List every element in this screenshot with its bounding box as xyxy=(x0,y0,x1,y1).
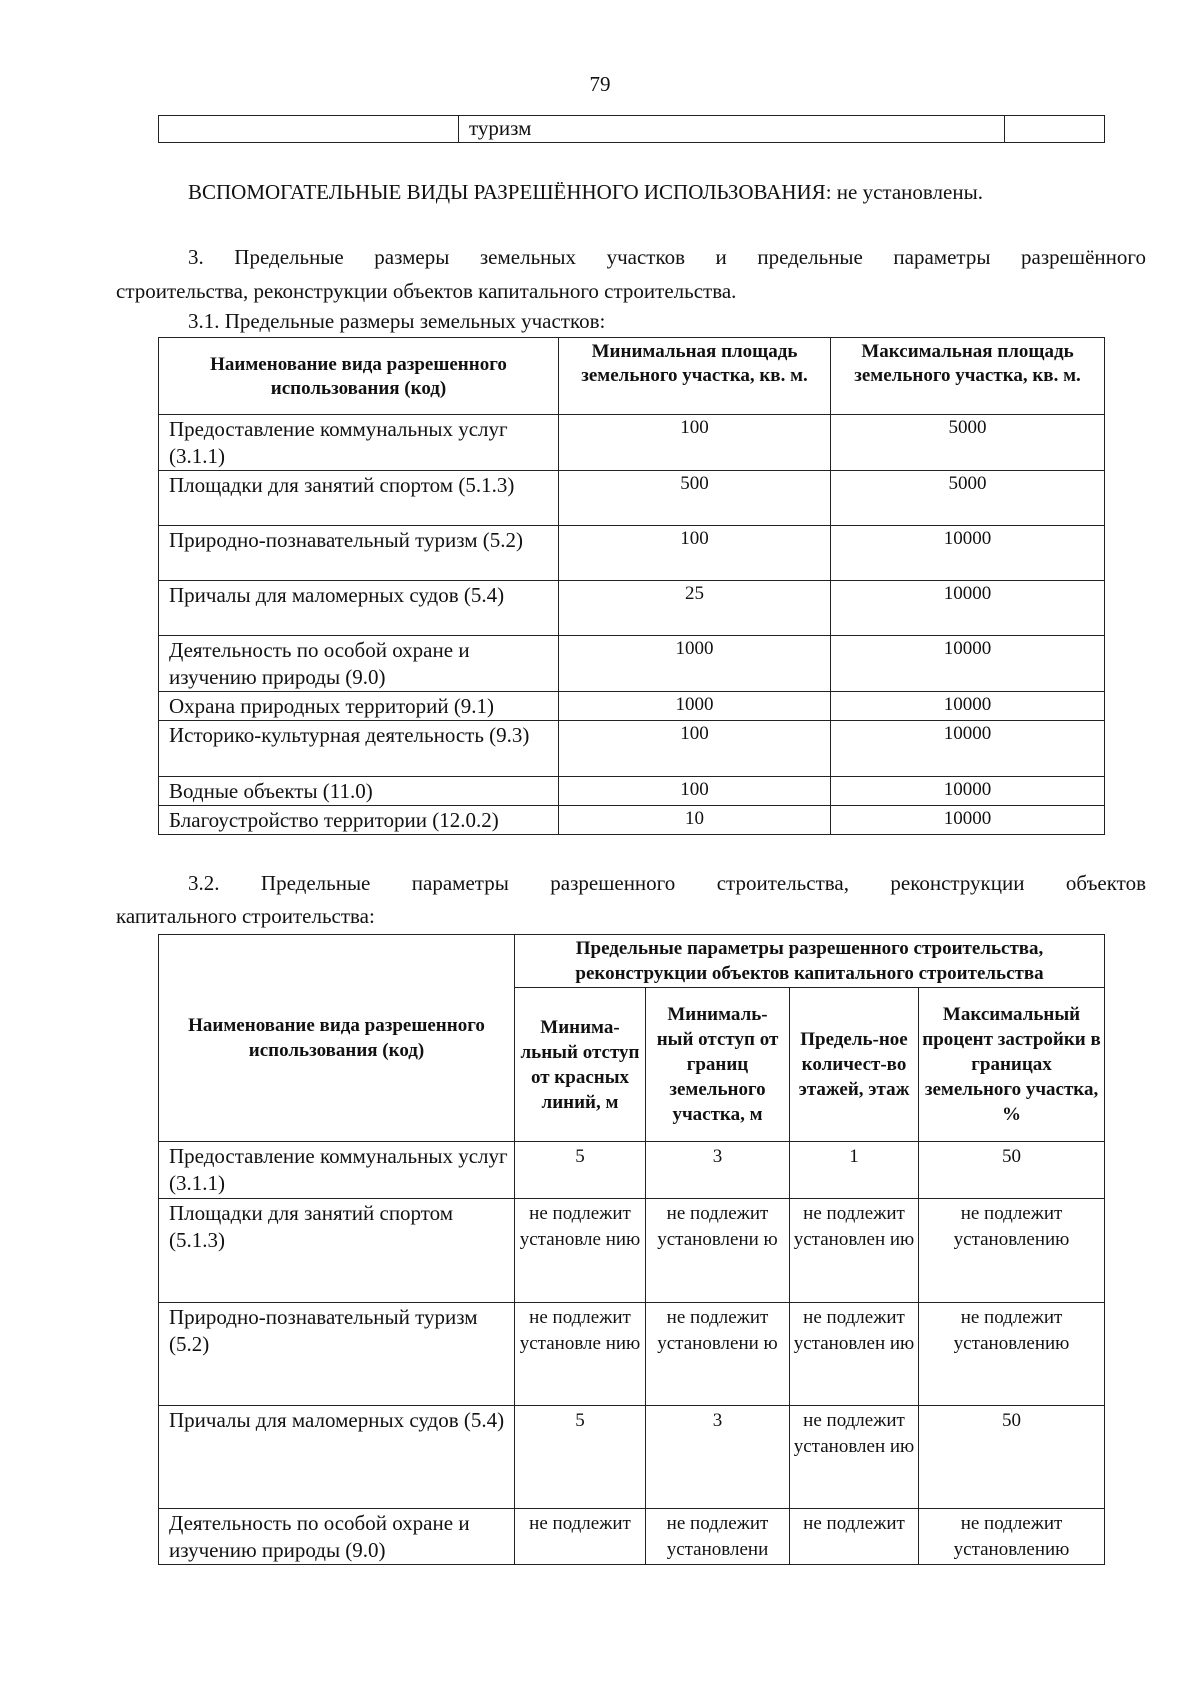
max-area-cell: 10000 xyxy=(831,692,1105,721)
min-area-cell: 1000 xyxy=(559,636,831,692)
floor-count-cell: 1 xyxy=(790,1142,919,1199)
use-type-cell: Площадки для занятий спортом (5.1.3) xyxy=(159,471,559,526)
table-row xyxy=(159,1142,1105,1199)
max-coverage-cell: не подлежит установлению xyxy=(919,1509,1105,1565)
table-row xyxy=(159,471,1105,526)
page-number: 79 xyxy=(589,72,611,96)
table-cell: туризм xyxy=(459,116,1005,143)
table-row xyxy=(159,415,1105,471)
red-line-setback-cell: не подлежит установле нию xyxy=(515,1199,646,1303)
max-area-cell: 5000 xyxy=(831,415,1105,471)
max-area-cell: 10000 xyxy=(831,777,1105,806)
auxiliary-uses-label: ВСПОМОГАТЕЛЬНЫЕ ВИДЫ РАЗРЕШЁННОГО ИСПОЛЬЗОВАНИЯ xyxy=(188,180,826,204)
table-row xyxy=(159,526,1105,581)
table-row xyxy=(159,1199,1105,1303)
auxiliary-uses-line xyxy=(188,177,1118,207)
min-area-cell: 500 xyxy=(559,471,831,526)
boundary-setback-cell: 3 xyxy=(646,1142,790,1199)
min-area-cell: 100 xyxy=(559,526,831,581)
construction-parameters-table xyxy=(158,934,1105,1565)
section-3-1-heading: 3.1. Предельные размеры земельных участков: xyxy=(188,309,606,333)
column-header-max-coverage: Максимальный процент застройки в границах земельного участка, % xyxy=(919,988,1105,1142)
table-row xyxy=(159,1406,1105,1509)
use-type-cell: Деятельность по особой охране и изучению природы (9.0) xyxy=(159,636,559,692)
use-type-cell: Предоставление коммунальных услуг (3.1.1) xyxy=(159,415,559,471)
table-row xyxy=(159,636,1105,692)
section-3-heading-line2: строительства, реконструкции объектов капитального строительства. xyxy=(116,279,737,303)
min-area-cell: 10 xyxy=(559,806,831,835)
section-3-2-heading-line1: 3.2. Предельные параметры разрешенного строительства, реконструкции объектов xyxy=(188,871,1146,895)
max-coverage-cell: 50 xyxy=(919,1406,1105,1509)
boundary-setback-cell: не подлежит установлени xyxy=(646,1509,790,1565)
red-line-setback-cell: не подлежит xyxy=(515,1509,646,1565)
table-row xyxy=(159,721,1105,777)
max-area-cell: 10000 xyxy=(831,526,1105,581)
use-type-cell: Благоустройство территории (12.0.2) xyxy=(159,806,559,835)
use-type-cell: Охрана природных территорий (9.1) xyxy=(159,692,559,721)
min-area-cell: 100 xyxy=(559,721,831,777)
table-row xyxy=(159,116,1105,143)
boundary-setback-cell: не подлежит установлени ю xyxy=(646,1199,790,1303)
max-coverage-cell: не подлежит установлению xyxy=(919,1303,1105,1406)
table-header-row xyxy=(159,338,1105,415)
column-header-use-type: Наименование вида разрешенного использования (код) xyxy=(159,935,515,1142)
column-header-min-area: Минимальная площадь земельного участка, кв. м. xyxy=(559,338,831,415)
column-header-boundary-setback: Минималь-ный отступ от границ земельного участка, м xyxy=(646,988,790,1142)
use-type-cell: Природно-познавательный туризм (5.2) xyxy=(159,526,559,581)
table-cell xyxy=(159,116,459,143)
max-area-cell: 10000 xyxy=(831,581,1105,636)
section-3-2-heading-line2: капитального строительства: xyxy=(116,904,375,928)
use-type-cell: Историко-культурная деятельность (9.3) xyxy=(159,721,559,777)
max-area-cell: 5000 xyxy=(831,471,1105,526)
table-row xyxy=(159,1303,1105,1406)
table-row xyxy=(159,806,1105,835)
max-area-cell: 10000 xyxy=(831,636,1105,692)
floor-count-cell: не подлежит установлен ию xyxy=(790,1199,919,1303)
min-area-cell: 25 xyxy=(559,581,831,636)
table-row xyxy=(159,1509,1105,1565)
carryover-table xyxy=(158,115,1105,143)
use-type-cell: Площадки для занятий спортом (5.1.3) xyxy=(159,1199,515,1303)
table-header-row xyxy=(159,935,1105,988)
max-coverage-cell: 50 xyxy=(919,1142,1105,1199)
column-header-use-type: Наименование вида разрешенного использования (код) xyxy=(159,338,559,415)
column-header-floor-count: Предель-ное количест-во этажей, этаж xyxy=(790,988,919,1142)
use-type-cell: Причалы для маломерных судов (5.4) xyxy=(159,581,559,636)
red-line-setback-cell: не подлежит установле нию xyxy=(515,1303,646,1406)
table-row xyxy=(159,777,1105,806)
max-area-cell: 10000 xyxy=(831,806,1105,835)
max-area-cell: 10000 xyxy=(831,721,1105,777)
red-line-setback-cell: 5 xyxy=(515,1142,646,1199)
min-area-cell: 100 xyxy=(559,415,831,471)
table-cell xyxy=(1005,116,1105,143)
use-type-cell: Предоставление коммунальных услуг (3.1.1) xyxy=(159,1142,515,1199)
table-row xyxy=(159,581,1105,636)
floor-count-cell: не подлежит установлен ию xyxy=(790,1303,919,1406)
land-plot-size-table xyxy=(158,337,1105,835)
max-coverage-cell: не подлежит установлению xyxy=(919,1199,1105,1303)
section-3-heading-line1: 3. Предельные размеры земельных участков и предельные параметры разрешённого xyxy=(188,245,1146,269)
auxiliary-uses-value: : не установлены. xyxy=(825,180,983,204)
use-type-cell: Природно-познавательный туризм (5.2) xyxy=(159,1303,515,1406)
floor-count-cell: не подлежит xyxy=(790,1509,919,1565)
floor-count-cell: не подлежит установлен ию xyxy=(790,1406,919,1509)
boundary-setback-cell: не подлежит установлени ю xyxy=(646,1303,790,1406)
boundary-setback-cell: 3 xyxy=(646,1406,790,1509)
use-type-cell: Деятельность по особой охране и изучению природы (9.0) xyxy=(159,1509,515,1565)
use-type-cell: Причалы для маломерных судов (5.4) xyxy=(159,1406,515,1509)
red-line-setback-cell: 5 xyxy=(515,1406,646,1509)
column-header-parameters-group: Предельные параметры разрешенного строительства, реконструкции объектов капитального строительства xyxy=(515,935,1105,988)
use-type-cell: Водные объекты (11.0) xyxy=(159,777,559,806)
min-area-cell: 1000 xyxy=(559,692,831,721)
column-header-max-area: Максимальная площадь земельного участка, кв. м. xyxy=(831,338,1105,415)
min-area-cell: 100 xyxy=(559,777,831,806)
table-row xyxy=(159,692,1105,721)
column-header-red-line-setback: Минима-льный отступ от красных линий, м xyxy=(515,988,646,1142)
